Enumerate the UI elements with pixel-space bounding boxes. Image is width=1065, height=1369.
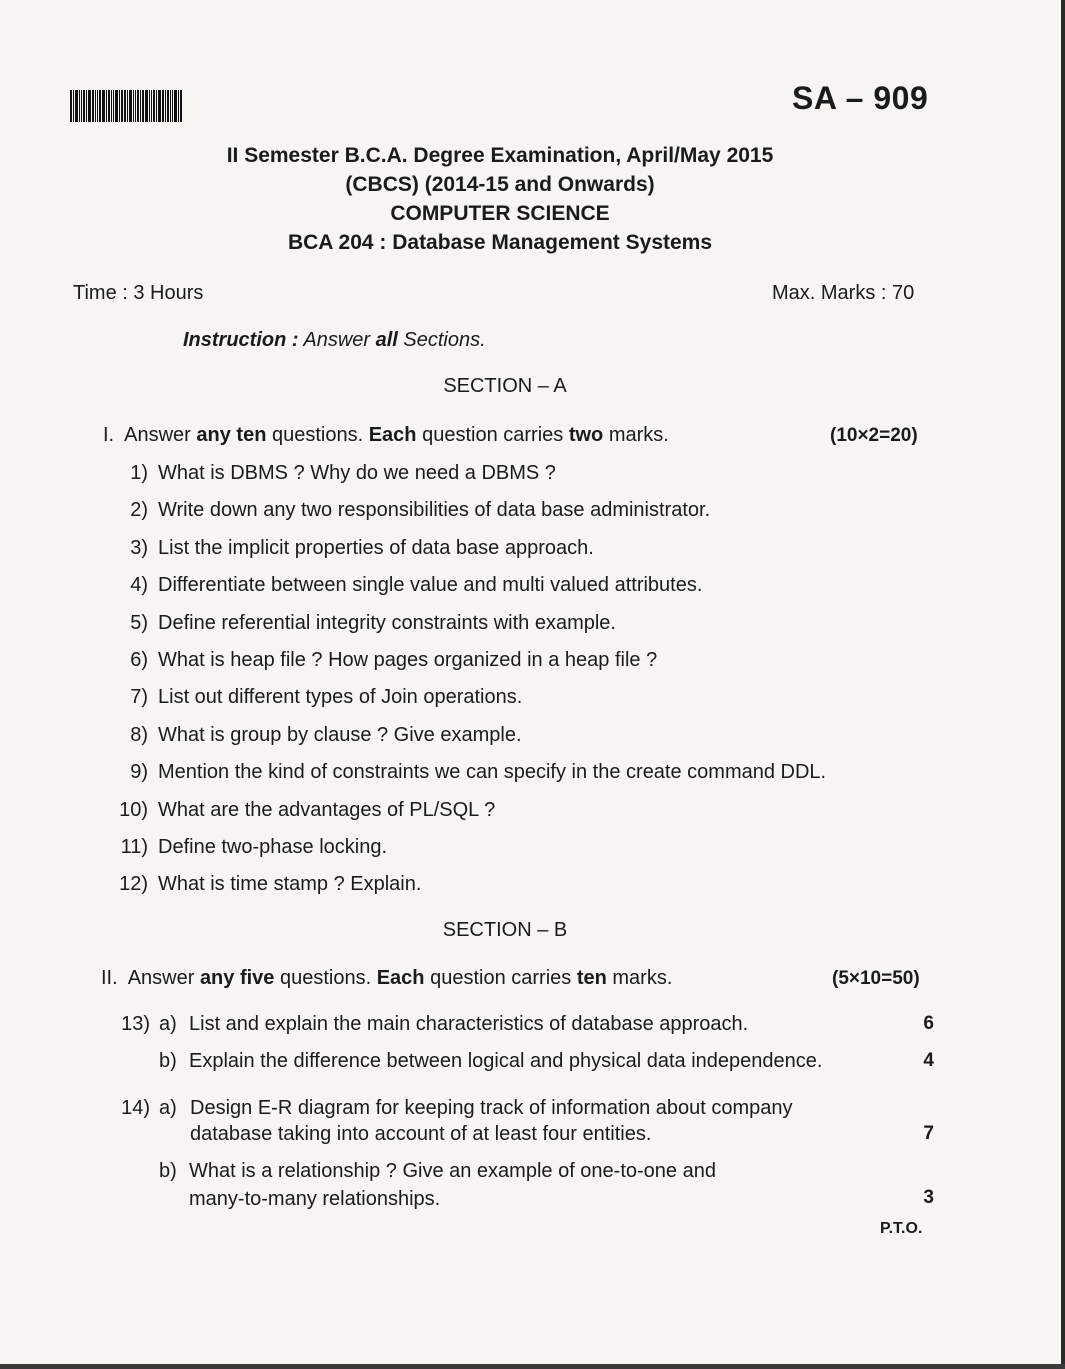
- prompt-b-p1: Answer: [127, 967, 200, 989]
- q14b-label: b): [159, 1160, 177, 1182]
- question-number: 5): [130, 612, 148, 634]
- question-text: Write down any two responsibilities of data base administrator.: [158, 499, 711, 521]
- instruction-bold: all: [375, 329, 398, 351]
- question-text: Mention the kind of constraints we can specify in the create command DDL.: [158, 761, 827, 783]
- prompt-b-b2: Each: [376, 967, 425, 989]
- q14b-text-line1: What is a relationship ? Give an example of one-to-one and: [189, 1160, 716, 1182]
- section-a-prompt: [103, 424, 669, 447]
- q14b-text-line2: many-to-many relationships.: [189, 1188, 441, 1210]
- subject-line: COMPUTER SCIENCE: [390, 202, 610, 225]
- question-number: 6): [130, 649, 148, 671]
- scheme-line: (CBCS) (2014-15 and Onwards): [345, 173, 655, 196]
- scan-edge-right: [1061, 0, 1065, 1369]
- question-text: List the implicit properties of data base approach.: [158, 537, 594, 559]
- paper-code: SA – 909: [792, 80, 929, 116]
- question-number: 4): [130, 574, 148, 596]
- question-number: 2): [130, 499, 148, 521]
- section-b-roman: II.: [101, 967, 118, 989]
- question-number: 10): [119, 799, 148, 821]
- prompt-a-p2: questions.: [266, 424, 369, 446]
- question-text: Define two-phase locking.: [158, 836, 388, 858]
- question-number: 8): [130, 724, 148, 746]
- scan-edge-bottom: [0, 1364, 1065, 1369]
- q14b-marks: 3: [923, 1187, 934, 1208]
- prompt-a-p1: Answer: [124, 424, 197, 446]
- question-number: 7): [130, 686, 148, 708]
- question-number: 3): [130, 537, 148, 559]
- q13b-marks: 4: [923, 1050, 934, 1071]
- question-number: 11): [120, 836, 148, 858]
- question-text: What is DBMS ? Why do we need a DBMS ?: [158, 462, 556, 484]
- q13b-label: b): [159, 1050, 177, 1072]
- question-number: 1): [130, 462, 148, 484]
- q14-number: 14): [121, 1097, 150, 1119]
- prompt-b-b3: ten: [576, 967, 607, 989]
- question-number: 12): [119, 873, 148, 895]
- course-line: BCA 204 : Database Management Systems: [287, 231, 713, 254]
- instruction: [183, 329, 486, 352]
- max-marks: Max. Marks : 70: [772, 282, 915, 304]
- section-a-marks: (10×2=20): [830, 425, 918, 446]
- prompt-b-p4: marks.: [606, 967, 673, 989]
- time-allowed: Time : 3 Hours: [73, 282, 204, 304]
- section-a-roman: I.: [103, 424, 115, 446]
- section-b-prompt: [101, 967, 672, 990]
- q14a-text-line1: Design E-R diagram for keeping track of information about company: [190, 1097, 793, 1119]
- question-text: List out different types of Join operations.: [158, 686, 523, 708]
- instruction-tail: Sections.: [397, 329, 486, 351]
- prompt-a-p3: question carries: [416, 424, 569, 446]
- exam-title: II Semester B.C.A. Degree Examination, April/May 2015: [226, 144, 774, 167]
- q14a-marks: 7: [923, 1123, 934, 1144]
- question-text: What is time stamp ? Explain.: [158, 873, 422, 895]
- barcode: [70, 90, 210, 122]
- pto-label: P.T.O.: [880, 1220, 923, 1237]
- q13b-text: Explain the difference between logical and physical data independence.: [189, 1050, 823, 1072]
- question-text: What is group by clause ? Give example.: [158, 724, 522, 746]
- prompt-a-p4: marks.: [603, 424, 669, 446]
- prompt-a-b3: two: [568, 424, 604, 446]
- question-text: What is heap file ? How pages organized in a heap file ?: [158, 649, 658, 671]
- instruction-label: Instruction :: [183, 329, 299, 351]
- q13a-label: a): [159, 1013, 177, 1035]
- prompt-a-b2: Each: [368, 424, 417, 446]
- question-number: 9): [130, 761, 148, 783]
- q14a-label: a): [159, 1097, 177, 1119]
- question-text: Define referential integrity constraints with example.: [158, 612, 616, 634]
- question-text: What are the advantages of PL/SQL ?: [158, 799, 496, 821]
- q14a-text-line2: database taking into account of at least four entities.: [190, 1123, 652, 1145]
- section-b-marks: (5×10=50): [832, 968, 920, 989]
- prompt-b-p2: questions.: [274, 967, 377, 989]
- prompt-b-p3: question carries: [424, 967, 577, 989]
- prompt-a-b1: any ten: [196, 424, 267, 446]
- q13a-marks: 6: [923, 1013, 934, 1034]
- question-text: Differentiate between single value and multi valued attributes.: [158, 574, 703, 596]
- section-a-title: SECTION – A: [443, 375, 567, 397]
- prompt-b-b1: any five: [199, 967, 275, 989]
- instruction-text: Answer: [298, 329, 376, 351]
- q13a-text: List and explain the main characteristics of database approach.: [189, 1013, 749, 1035]
- section-b-title: SECTION – B: [442, 919, 568, 941]
- q13-number: 13): [121, 1013, 150, 1035]
